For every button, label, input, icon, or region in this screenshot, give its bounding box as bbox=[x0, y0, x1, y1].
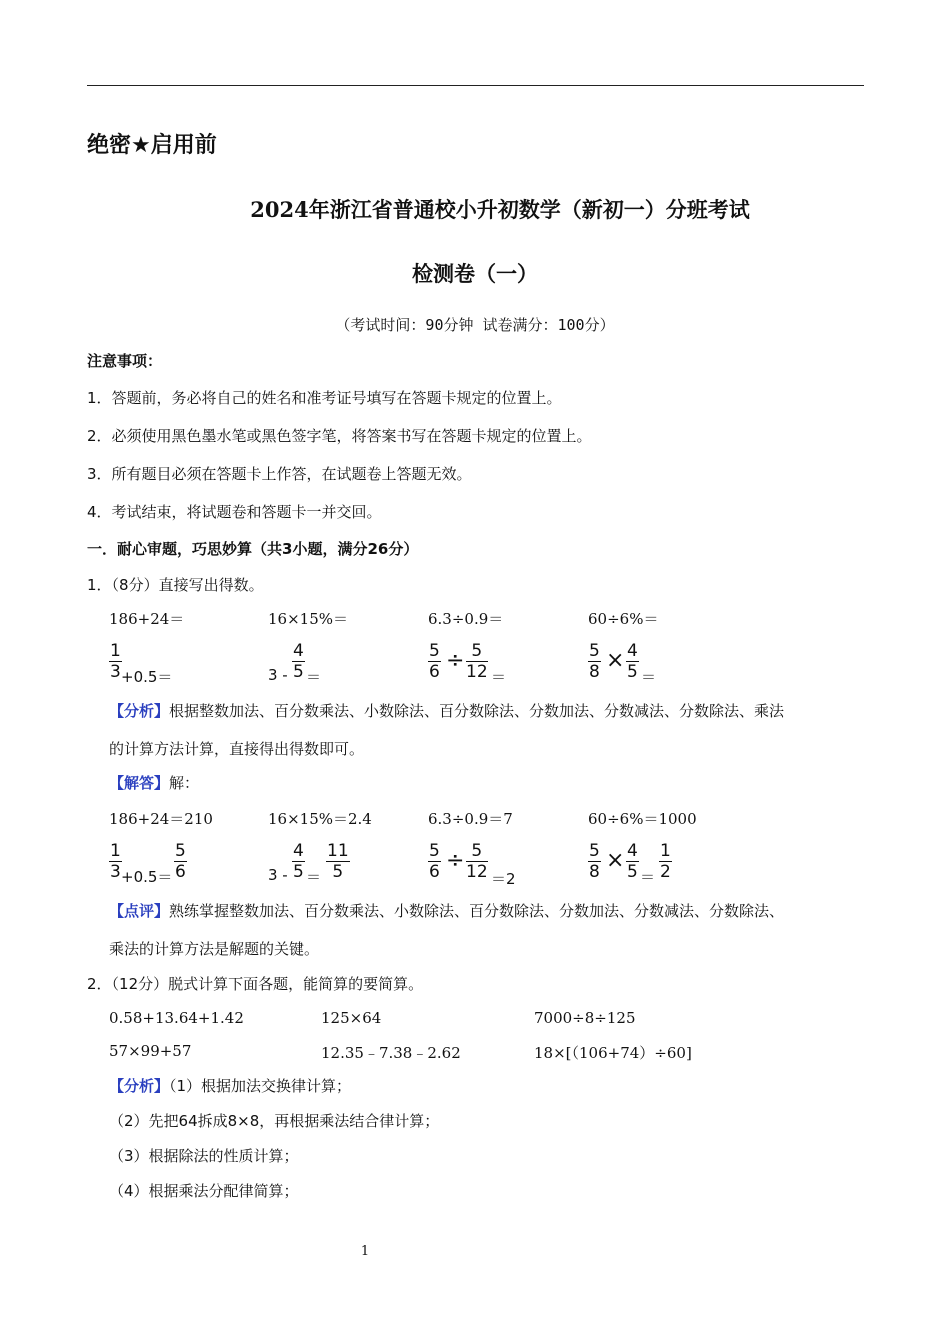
fraction: $\frac{5}{8}$ bbox=[589, 641, 600, 682]
question-2-prompt: 2．（12分）脱式计算下面各题，能简算的要简算。 bbox=[87, 975, 424, 993]
expr-lead: 3 - bbox=[268, 866, 288, 884]
q2-expr: 125×64 bbox=[321, 1009, 382, 1027]
fraction: $\frac{4}{5}$ bbox=[293, 841, 304, 882]
q1-answer: 186+24＝210 bbox=[109, 810, 213, 828]
expr-mid: ＝ bbox=[306, 868, 322, 886]
exam-subtitle: 检测卷（一） bbox=[412, 261, 538, 286]
divide-sign: ÷ bbox=[446, 848, 465, 873]
expr-tail: ＝ bbox=[306, 668, 322, 686]
exam-title: 2024年浙江省普通校小升初数学（新初一）分班考试 bbox=[250, 197, 750, 222]
fraction: $\frac{4}{5}$ bbox=[293, 641, 304, 682]
notice-item: 4．考试结束，将试题卷和答题卡一并交回。 bbox=[87, 503, 382, 521]
times-sign: × bbox=[606, 848, 625, 873]
expr-tail: +0.5＝ bbox=[121, 668, 173, 686]
notice-item: 1．答题前，务必将自己的姓名和准考证号填写在答题卡规定的位置上。 bbox=[87, 389, 562, 407]
analysis-line: （3）根据除法的性质计算； bbox=[109, 1147, 299, 1165]
analysis-line: （4）根据乘法分配律简算； bbox=[109, 1182, 299, 1200]
answer-tag: 【解答】 bbox=[109, 774, 170, 792]
fraction: $\frac{4}{5}$ bbox=[627, 641, 638, 682]
comment-line: 乘法的计算方法是解题的关键。 bbox=[109, 940, 320, 958]
times-sign: × bbox=[606, 648, 625, 673]
notice-heading: 注意事项： bbox=[87, 352, 163, 370]
fraction: $\frac{5}{8}$ bbox=[589, 841, 600, 882]
analysis-line: 【分析】根据整数加法、百分数乘法、小数除法、百分数除法、分数加法、分数减法、分数除法、乘法 bbox=[109, 702, 785, 720]
fraction: $\frac{5}{6}$ bbox=[175, 841, 186, 882]
expr-tail: ＝ bbox=[641, 668, 657, 686]
q1-answer: 16×15%＝2.4 bbox=[268, 810, 372, 828]
q1-expr: 60÷6%＝ bbox=[588, 610, 659, 628]
comment-line: 【点评】熟练掌握整数加法、百分数乘法、小数除法、百分数除法、分数加法、分数减法、分数除法、 bbox=[109, 902, 785, 920]
notice-item: 2．必须使用黑色墨水笔或黑色签字笔，将答案书写在答题卡规定的位置上。 bbox=[87, 427, 592, 445]
top-rule bbox=[87, 85, 864, 86]
fraction: $\frac{1}{3}$ bbox=[110, 641, 121, 682]
fraction: $\frac{5}{12}$ bbox=[466, 641, 488, 682]
fraction: $\frac{5}{6}$ bbox=[429, 641, 440, 682]
fraction: $\frac{11}{5}$ bbox=[327, 841, 349, 882]
page-number: 1 bbox=[360, 1244, 370, 1259]
fraction: $\frac{5}{12}$ bbox=[466, 841, 488, 882]
analysis-line: （2）先把64拆成8×8，再根据乘法结合律计算； bbox=[109, 1112, 440, 1130]
question-1-prompt: 1．（8分）直接写出得数。 bbox=[87, 576, 264, 594]
q2-expr: 57×99+57 bbox=[109, 1042, 192, 1060]
q2-expr: 18×[（106+74）÷60] bbox=[534, 1044, 692, 1062]
q2-expr: 7000÷8÷125 bbox=[534, 1009, 636, 1027]
q1-expr: 186+24＝ bbox=[109, 610, 185, 628]
divide-sign: ÷ bbox=[446, 648, 465, 673]
analysis-line: 【分析】（1）根据加法交换律计算； bbox=[109, 1077, 352, 1095]
comment-tag: 【点评】 bbox=[109, 902, 170, 920]
notice-item: 3．所有题目必须在答题卡上作答，在试题卷上答题无效。 bbox=[87, 465, 472, 483]
fraction: $\frac{4}{5}$ bbox=[627, 841, 638, 882]
analysis-tag: 【分析】 bbox=[109, 702, 170, 720]
q1-expr: 16×15%＝ bbox=[268, 610, 348, 628]
expr-tail: ＝2 bbox=[491, 870, 516, 888]
expr-lead: 3 - bbox=[268, 666, 288, 684]
analysis-line: 的计算方法计算，直接得出得数即可。 bbox=[109, 740, 365, 758]
answer-line: 【解答】解： bbox=[109, 774, 200, 792]
expr-mid: +0.5＝ bbox=[121, 868, 173, 886]
fraction: $\frac{1}{2}$ bbox=[660, 841, 671, 882]
exam-meta: （考试时间：90分钟 试卷满分：100分） bbox=[335, 316, 615, 334]
q2-expr: 0.58+13.64+1.42 bbox=[109, 1009, 244, 1027]
expr-tail: ＝ bbox=[491, 668, 507, 686]
fraction: $\frac{5}{6}$ bbox=[429, 841, 440, 882]
q1-answer: 60÷6%＝1000 bbox=[588, 810, 697, 828]
q1-answer: 6.3÷0.9＝7 bbox=[428, 810, 513, 828]
expr-mid: ＝ bbox=[640, 868, 656, 886]
fraction: $\frac{1}{3}$ bbox=[110, 841, 121, 882]
analysis-tag: 【分析】 bbox=[109, 1077, 170, 1095]
secret-label: 绝密★启用前 bbox=[87, 133, 217, 158]
q1-expr: 6.3÷0.9＝ bbox=[428, 610, 504, 628]
q2-expr: 12.35﹣7.38﹣2.62 bbox=[321, 1044, 461, 1062]
section-heading: 一．耐心审题，巧思妙算（共3小题，满分26分） bbox=[87, 540, 419, 558]
